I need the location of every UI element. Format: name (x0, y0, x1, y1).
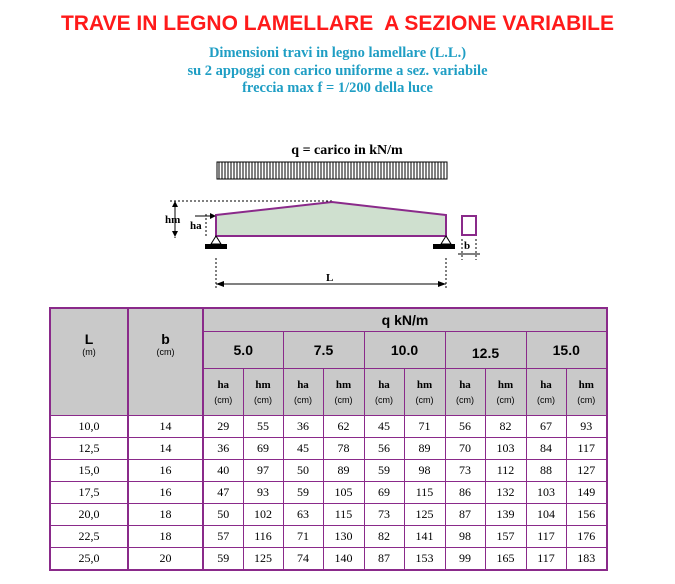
cell-ha: 59 (203, 548, 243, 571)
cell-ha: 117 (526, 548, 566, 571)
cell-b: 18 (128, 504, 203, 526)
cell-hm: 157 (485, 526, 526, 548)
cell-L: 25,0 (50, 548, 128, 571)
cell-hm: 82 (485, 416, 526, 438)
cell-ha: 47 (203, 482, 243, 504)
cell-ha: 82 (364, 526, 404, 548)
cell-b: 16 (128, 482, 203, 504)
cell-hm: 115 (323, 504, 364, 526)
cell-hm: 176 (566, 526, 607, 548)
cell-ha: 50 (283, 460, 323, 482)
cell-ha: 36 (283, 416, 323, 438)
distributed-load-hatch (217, 162, 447, 179)
header-load-1: 7.5 (283, 331, 364, 368)
cell-ha: 63 (283, 504, 323, 526)
cell-hm: 89 (404, 438, 445, 460)
subtitle-line-1: Dimensioni travi in legno lamellare (L.L.) (208, 45, 467, 61)
load-label: q = carico in kN/m (291, 143, 403, 158)
cell-ha: 73 (445, 460, 485, 482)
table-row (50, 460, 607, 482)
subheader-hm: hm (cm) (243, 369, 283, 416)
cell-ha: 59 (283, 482, 323, 504)
table-row (50, 526, 607, 548)
cell-L: 10,0 (50, 416, 128, 438)
cross-section (462, 216, 476, 235)
cell-hm: 140 (323, 548, 364, 571)
cell-L: 17,5 (50, 482, 128, 504)
table-row (50, 416, 607, 438)
cell-ha: 45 (364, 416, 404, 438)
cell-hm: 93 (566, 416, 607, 438)
header-load-4: 15.0 (526, 331, 607, 368)
cell-hm: 117 (566, 438, 607, 460)
cell-hm: 62 (323, 416, 364, 438)
cell-ha: 73 (364, 504, 404, 526)
cell-ha: 98 (445, 526, 485, 548)
cell-ha: 40 (203, 460, 243, 482)
cell-L: 12,5 (50, 438, 128, 460)
cell-ha: 99 (445, 548, 485, 571)
ha-label: ha (190, 220, 202, 232)
table-row (50, 438, 607, 460)
cell-hm: 103 (485, 438, 526, 460)
cell-ha: 74 (283, 548, 323, 571)
cell-hm: 125 (404, 504, 445, 526)
subtitle-line-3: freccia max f = 1/200 della luce (242, 80, 433, 96)
cell-ha: 86 (445, 482, 485, 504)
cell-hm: 78 (323, 438, 364, 460)
cell-hm: 156 (566, 504, 607, 526)
cell-L: 20,0 (50, 504, 128, 526)
cell-hm: 116 (243, 526, 283, 548)
b-label: b (464, 240, 471, 252)
cell-ha: 56 (364, 438, 404, 460)
cell-hm: 97 (243, 460, 283, 482)
cell-hm: 93 (243, 482, 283, 504)
cell-ha: 104 (526, 504, 566, 526)
cell-hm: 105 (323, 482, 364, 504)
cell-hm: 132 (485, 482, 526, 504)
cell-hm: 112 (485, 460, 526, 482)
cell-hm: 183 (566, 548, 607, 571)
beam-shape (216, 202, 446, 236)
subheader-ha: ha (cm) (283, 369, 323, 416)
cell-b: 16 (128, 460, 203, 482)
cell-ha: 50 (203, 504, 243, 526)
table-row (50, 504, 607, 526)
header-load-0: 5.0 (203, 331, 283, 368)
cell-b: 20 (128, 548, 203, 571)
subheader-hm: hm (cm) (323, 369, 364, 416)
dimensions-table (49, 307, 608, 571)
cell-L: 15,0 (50, 460, 128, 482)
cell-hm: 102 (243, 504, 283, 526)
subheader-hm: hm (cm) (485, 369, 526, 416)
cell-ha: 70 (445, 438, 485, 460)
cell-hm: 69 (243, 438, 283, 460)
subtitle-line-2: su 2 appoggi con carico uniforme a sez. variabile (187, 63, 488, 79)
header-L: L (m) (50, 308, 128, 416)
cell-b: 14 (128, 438, 203, 460)
subheader-ha: ha (cm) (364, 369, 404, 416)
header-load-2: 10.0 (364, 331, 445, 368)
cell-hm: 71 (404, 416, 445, 438)
cell-ha: 103 (526, 482, 566, 504)
subheader-ha: ha (cm) (526, 369, 566, 416)
cell-ha: 67 (526, 416, 566, 438)
L-label: L (326, 272, 334, 284)
cell-L: 22,5 (50, 526, 128, 548)
cell-hm: 165 (485, 548, 526, 571)
cell-hm: 130 (323, 526, 364, 548)
cell-ha: 69 (364, 482, 404, 504)
cell-ha: 87 (364, 548, 404, 571)
cell-hm: 98 (404, 460, 445, 482)
cell-hm: 125 (243, 548, 283, 571)
cell-b: 14 (128, 416, 203, 438)
cell-ha: 57 (203, 526, 243, 548)
cell-ha: 87 (445, 504, 485, 526)
cell-hm: 141 (404, 526, 445, 548)
right-support (433, 236, 455, 249)
header-load-3: 12.5 (445, 331, 526, 368)
page-title: TRAVE IN LEGNO LAMELLARE A SEZIONE VARIABILE (60, 12, 614, 35)
cell-b: 18 (128, 526, 203, 548)
left-support (205, 236, 227, 249)
cell-ha: 36 (203, 438, 243, 460)
cell-ha: 59 (364, 460, 404, 482)
cell-ha: 88 (526, 460, 566, 482)
header-q: q kN/m (203, 308, 607, 331)
cell-hm: 55 (243, 416, 283, 438)
cell-hm: 89 (323, 460, 364, 482)
subheader-ha: ha (cm) (203, 369, 243, 416)
cell-ha: 45 (283, 438, 323, 460)
table-row (50, 482, 607, 504)
cell-hm: 153 (404, 548, 445, 571)
subheader-hm: hm (cm) (404, 369, 445, 416)
cell-hm: 115 (404, 482, 445, 504)
cell-hm: 127 (566, 460, 607, 482)
cell-ha: 29 (203, 416, 243, 438)
subheader-ha: ha (cm) (445, 369, 485, 416)
table-row (50, 548, 607, 571)
cell-hm: 139 (485, 504, 526, 526)
subheader-hm: hm (cm) (566, 369, 607, 416)
cell-ha: 117 (526, 526, 566, 548)
header-b: b (cm) (128, 308, 203, 416)
cell-hm: 149 (566, 482, 607, 504)
cell-ha: 84 (526, 438, 566, 460)
hm-label: hm (165, 214, 181, 226)
cell-ha: 71 (283, 526, 323, 548)
cell-ha: 56 (445, 416, 485, 438)
